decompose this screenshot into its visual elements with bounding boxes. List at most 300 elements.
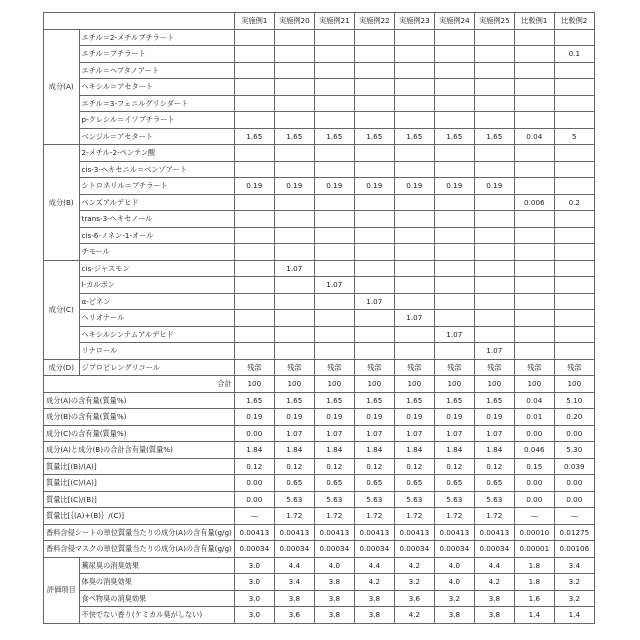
table-cell-value: 0.20 (554, 409, 594, 426)
table-cell-value: 100 (514, 376, 554, 393)
table-cell-value (314, 244, 354, 261)
table-cell-value: 0.19 (234, 409, 274, 426)
table-cell-value (314, 194, 354, 211)
table-cell-value: 1.07 (314, 277, 354, 294)
table-cell-value: 100 (394, 376, 434, 393)
table-cell-value (234, 46, 274, 63)
table-cell-value: 3.8 (474, 607, 514, 624)
table-cell-value (434, 145, 474, 162)
table-cell-value (314, 79, 354, 96)
table-cell-value: 3.8 (354, 607, 394, 624)
table-cell-value (274, 161, 314, 178)
table-cell-value: 1.65 (354, 128, 394, 145)
table-cell-value (434, 277, 474, 294)
table-cell-value: 1.84 (434, 442, 474, 459)
row-label: ジプロピレングリコール (79, 359, 234, 376)
table-cell-value (474, 310, 514, 327)
column-header: 実施例20 (274, 13, 314, 30)
metric-label: 成分(C)の含有量(質量%) (44, 425, 235, 442)
table-cell-value: 0.19 (474, 178, 514, 195)
table-cell-value: 1.07 (394, 310, 434, 327)
row-label: シトロネリル＝ブチラート (79, 178, 234, 195)
table-cell-value (354, 145, 394, 162)
row-label: l-カルボン (79, 277, 234, 294)
row-label: 2-メチル-2-ペンテン酸 (79, 145, 234, 162)
table-cell-value: 残部 (234, 359, 274, 376)
table-cell-value (474, 326, 514, 343)
table-cell-value: 1.84 (354, 442, 394, 459)
table-cell-value: 0.00 (234, 491, 274, 508)
table-cell-value (394, 244, 434, 261)
table-cell-value (434, 79, 474, 96)
table-row (44, 277, 595, 294)
table-cell-value: 4.0 (434, 574, 474, 591)
table-cell-value (234, 194, 274, 211)
table-cell-value: 1.07 (274, 260, 314, 277)
table-cell-value: 0.00106 (554, 541, 594, 558)
table-cell-value (234, 62, 274, 79)
table-cell-value (234, 145, 274, 162)
table-cell-value (314, 310, 354, 327)
table-cell-value (434, 194, 474, 211)
table-cell-value: 0.04 (514, 392, 554, 409)
group-label: 成分(C) (44, 260, 80, 359)
evaluation-row (44, 607, 595, 624)
table-cell-value: 0.65 (314, 475, 354, 492)
evaluation-row (44, 557, 595, 574)
table-row (44, 211, 595, 228)
table-cell-value: 0.00034 (314, 541, 354, 558)
table-cell-value: 5.10 (554, 392, 594, 409)
table-cell-value: 100 (354, 376, 394, 393)
table-cell-value: 残部 (314, 359, 354, 376)
table-cell-value (514, 244, 554, 261)
table-cell-value: 1.65 (394, 392, 434, 409)
table-cell-value (514, 211, 554, 228)
table-cell-value (554, 277, 594, 294)
table-cell-value: 0.65 (394, 475, 434, 492)
column-header: 実施例24 (434, 13, 474, 30)
table-cell-value: — (554, 508, 594, 525)
table-row (44, 194, 595, 211)
table-cell-value (474, 293, 514, 310)
table-cell-value (394, 326, 434, 343)
table-cell-value (434, 227, 474, 244)
table-cell-value: 3.4 (274, 574, 314, 591)
table-cell-value (434, 95, 474, 112)
table-cell-value (514, 326, 554, 343)
table-cell-value: 5.63 (474, 491, 514, 508)
table-cell-value: 0.00413 (394, 524, 434, 541)
metric-label: 成分(A)の含有量(質量%) (44, 392, 235, 409)
table-cell-value (354, 29, 394, 46)
table-cell-value: 0.19 (434, 409, 474, 426)
table-cell-value: 5 (554, 128, 594, 145)
table-cell-value (554, 145, 594, 162)
evaluation-row (44, 574, 595, 591)
metric-row (44, 524, 595, 541)
table-cell-value (274, 79, 314, 96)
table-cell-value (554, 178, 594, 195)
table-cell-value (274, 95, 314, 112)
table-cell-value (354, 244, 394, 261)
table-cell-value: 3.8 (354, 590, 394, 607)
table-cell-value (474, 29, 514, 46)
row-label: ヘリオナール (79, 310, 234, 327)
table-cell-value: 0.19 (274, 178, 314, 195)
table-cell-value: 0.1 (554, 46, 594, 63)
table-cell-value: 5.63 (354, 491, 394, 508)
table-cell-value (434, 211, 474, 228)
table-cell-value: 3.0 (234, 590, 274, 607)
table-cell-value: 1.72 (474, 508, 514, 525)
table-cell-value: 1.4 (554, 607, 594, 624)
table-cell-value: 1.65 (274, 392, 314, 409)
column-header: 実施例1 (234, 13, 274, 30)
table-cell-value: 0.00 (554, 491, 594, 508)
table-cell-value: 0.00034 (394, 541, 434, 558)
table-cell-value (314, 211, 354, 228)
table-cell-value (314, 260, 354, 277)
table-cell-value: 3.8 (314, 607, 354, 624)
table-cell-value: 5.63 (434, 491, 474, 508)
table-cell-value: 1.72 (434, 508, 474, 525)
row-label: ヘキシルシンナムアルデヒド (79, 326, 234, 343)
table-cell-value: 1.65 (434, 392, 474, 409)
table-cell-value: 1.84 (274, 442, 314, 459)
row-label: 体臭の消臭効果 (79, 574, 234, 591)
table-cell-value: 3.2 (554, 590, 594, 607)
table-cell-value (474, 277, 514, 294)
table-cell-value: 0.00034 (234, 541, 274, 558)
table-cell-value (514, 112, 554, 129)
table-cell-value: — (514, 508, 554, 525)
table-cell-value: 3.0 (234, 557, 274, 574)
table-cell-value (434, 343, 474, 360)
table-row (44, 112, 595, 129)
table-cell-value (274, 29, 314, 46)
table-cell-value (314, 112, 354, 129)
table-cell-value (354, 79, 394, 96)
table-cell-value: 残部 (354, 359, 394, 376)
table-cell-value: 1.8 (514, 557, 554, 574)
table-cell-value: 5.63 (314, 491, 354, 508)
table-cell-value (554, 260, 594, 277)
table-cell-value: 1.65 (274, 128, 314, 145)
metric-label: 質量比[(C)/(B)] (44, 491, 235, 508)
table-cell-value: 100 (234, 376, 274, 393)
table-row (44, 161, 595, 178)
table-cell-value: 0.00034 (354, 541, 394, 558)
table-cell-value (354, 343, 394, 360)
table-cell-value (474, 62, 514, 79)
table-cell-value (514, 29, 554, 46)
table-cell-value: 残部 (394, 359, 434, 376)
table-cell-value: 3.8 (274, 590, 314, 607)
table-cell-value (514, 79, 554, 96)
table-cell-value: 4.2 (474, 574, 514, 591)
table-cell-value: 0.12 (434, 458, 474, 475)
table-cell-value: 残部 (554, 359, 594, 376)
table-cell-value: 0.00413 (354, 524, 394, 541)
table-row (44, 79, 595, 96)
table-cell-value: 1.6 (514, 590, 554, 607)
table-cell-value: 0.65 (274, 475, 314, 492)
table-cell-value: 1.07 (354, 293, 394, 310)
table-cell-value: 0.00413 (314, 524, 354, 541)
table-cell-value (434, 161, 474, 178)
table-cell-value: 100 (274, 376, 314, 393)
table-cell-value (234, 244, 274, 261)
table-cell-value (474, 112, 514, 129)
table-cell-value: 1.84 (394, 442, 434, 459)
row-label: 糞尿臭の消臭効果 (79, 557, 234, 574)
table-row (44, 178, 595, 195)
table-cell-value (514, 95, 554, 112)
table-cell-value (394, 112, 434, 129)
table-cell-value (554, 79, 594, 96)
table-cell-value (314, 62, 354, 79)
table-row (44, 260, 595, 277)
table-cell-value (434, 310, 474, 327)
data-table-container (43, 12, 595, 624)
table-cell-value (354, 112, 394, 129)
table-row (44, 62, 595, 79)
table-cell-value (554, 244, 594, 261)
table-cell-value: 1.07 (474, 425, 514, 442)
table-cell-value (434, 62, 474, 79)
table-cell-value (394, 62, 434, 79)
table-cell-value (234, 161, 274, 178)
table-cell-value (354, 46, 394, 63)
metric-label: 質量比[(B)/(A)] (44, 458, 235, 475)
metric-row (44, 458, 595, 475)
table-cell-value: 0.2 (554, 194, 594, 211)
table-cell-value: 3.2 (554, 574, 594, 591)
metric-row (44, 491, 595, 508)
table-cell-value (394, 277, 434, 294)
table-cell-value (434, 260, 474, 277)
table-cell-value (274, 244, 314, 261)
row-label: cis-3-ヘキセニル＝ベンゾアート (79, 161, 234, 178)
table-row (44, 46, 595, 63)
table-row (44, 29, 595, 46)
table-cell-value: 0.19 (394, 409, 434, 426)
table-cell-value (514, 178, 554, 195)
table-row (44, 244, 595, 261)
table-cell-value: 0.15 (514, 458, 554, 475)
table-cell-value (394, 145, 434, 162)
total-row (44, 376, 595, 393)
table-cell-value: 1.72 (354, 508, 394, 525)
table-cell-value: 5.63 (274, 491, 314, 508)
table-cell-value (234, 112, 274, 129)
table-cell-value (314, 293, 354, 310)
column-header: 比較例1 (514, 13, 554, 30)
table-cell-value: 1.65 (394, 128, 434, 145)
table-cell-value (394, 29, 434, 46)
table-cell-value (394, 46, 434, 63)
table-cell-value: 4.4 (354, 557, 394, 574)
row-label: cis-ジャスモン (79, 260, 234, 277)
table-cell-value: 0.12 (474, 458, 514, 475)
table-cell-value: 0.01 (514, 409, 554, 426)
table-cell-value: 100 (554, 376, 594, 393)
table-cell-value (514, 227, 554, 244)
table-cell-value (394, 293, 434, 310)
table-cell-value (234, 310, 274, 327)
metric-label: 香料含侵シートの単位質量当たりの成分(A)の含有量(g/g) (44, 524, 235, 541)
table-cell-value (474, 145, 514, 162)
table-cell-value (354, 277, 394, 294)
table-cell-value: 1.07 (354, 425, 394, 442)
table-cell-value (514, 46, 554, 63)
table-cell-value (274, 310, 314, 327)
table-cell-value (234, 29, 274, 46)
row-label: p-クレシル＝イソブチラート (79, 112, 234, 129)
table-cell-value (554, 62, 594, 79)
metric-row (44, 392, 595, 409)
table-cell-value: 残部 (514, 359, 554, 376)
table-cell-value: 1.07 (314, 425, 354, 442)
table-cell-value (234, 277, 274, 294)
table-cell-value (314, 227, 354, 244)
table-cell-value (234, 260, 274, 277)
table-cell-value (434, 293, 474, 310)
table-cell-value (354, 62, 394, 79)
table-cell-value: 0.19 (354, 178, 394, 195)
table-cell-value: 1.65 (434, 128, 474, 145)
table-cell-value (274, 62, 314, 79)
table-cell-value: 0.65 (474, 475, 514, 492)
table-cell-value: 4.2 (354, 574, 394, 591)
metric-row (44, 409, 595, 426)
metric-label: 香料含侵マスクの単位質量当たりの成分(A)の含有量(g/g) (44, 541, 235, 558)
metric-label: 成分(A)と成分(B)の合計含有量(質量%) (44, 442, 235, 459)
table-cell-value (354, 227, 394, 244)
table-cell-value (314, 145, 354, 162)
table-cell-value (394, 194, 434, 211)
table-cell-value: 100 (314, 376, 354, 393)
column-header: 実施例22 (354, 13, 394, 30)
row-label: 食べ物臭の消臭効果 (79, 590, 234, 607)
table-cell-value (554, 293, 594, 310)
header-row (44, 13, 595, 30)
table-cell-value: 1.84 (314, 442, 354, 459)
table-cell-value (514, 310, 554, 327)
table-cell-value: 3.2 (394, 574, 434, 591)
table-cell-value (314, 161, 354, 178)
table-cell-value (554, 211, 594, 228)
table-cell-value: 3.8 (314, 574, 354, 591)
table-cell-value (554, 29, 594, 46)
table-cell-value: 0.12 (274, 458, 314, 475)
metric-label: 成分(B)の含有量(質量%) (44, 409, 235, 426)
row-label: ベンジル＝アセタート (79, 128, 234, 145)
table-cell-value (354, 260, 394, 277)
table-cell-value (234, 79, 274, 96)
table-cell-value: 0.65 (434, 475, 474, 492)
row-label: エチル＝ブチラート (79, 46, 234, 63)
table-cell-value: 3.8 (434, 607, 474, 624)
table-cell-value: 100 (434, 376, 474, 393)
table-cell-value: 0.00034 (434, 541, 474, 558)
table-cell-value: 残部 (434, 359, 474, 376)
table-cell-value: 0.19 (234, 178, 274, 195)
table-cell-value (234, 293, 274, 310)
header-corner (44, 13, 235, 30)
table-cell-value: 0.19 (474, 409, 514, 426)
table-cell-value: 0.00034 (474, 541, 514, 558)
table-cell-value (274, 343, 314, 360)
row-label: ヘキシル＝アセタート (79, 79, 234, 96)
table-cell-value: 0.12 (234, 458, 274, 475)
table-cell-value: 5.30 (554, 442, 594, 459)
table-cell-value: 0.00001 (514, 541, 554, 558)
row-label: エチル＝ヘプタノアート (79, 62, 234, 79)
table-row (44, 293, 595, 310)
metric-row (44, 541, 595, 558)
table-cell-value (554, 343, 594, 360)
table-cell-value (474, 194, 514, 211)
table-cell-value: 1.65 (354, 392, 394, 409)
table-cell-value: 0.00 (234, 425, 274, 442)
table-cell-value: 1.65 (474, 392, 514, 409)
table-row (44, 95, 595, 112)
table-cell-value (354, 95, 394, 112)
metric-row (44, 425, 595, 442)
table-cell-value (234, 227, 274, 244)
metric-row (44, 508, 595, 525)
results-table (43, 12, 595, 624)
table-cell-value (434, 112, 474, 129)
table-row (44, 128, 595, 145)
table-row (44, 326, 595, 343)
row-label: エチル＝2-メチルブチラート (79, 29, 234, 46)
table-cell-value (234, 95, 274, 112)
table-cell-value (514, 260, 554, 277)
table-cell-value: 0.00 (514, 475, 554, 492)
table-cell-value (314, 46, 354, 63)
evaluation-row (44, 590, 595, 607)
table-cell-value: 0.00010 (514, 524, 554, 541)
total-label: 合計 (44, 376, 235, 393)
table-cell-value (234, 326, 274, 343)
table-cell-value (234, 211, 274, 228)
table-cell-value (474, 260, 514, 277)
table-cell-value (274, 145, 314, 162)
table-cell-value: 3.2 (434, 590, 474, 607)
table-cell-value (274, 211, 314, 228)
table-cell-value: 1.65 (314, 128, 354, 145)
table-cell-value (554, 161, 594, 178)
table-cell-value: 0.12 (314, 458, 354, 475)
table-cell-value (314, 29, 354, 46)
table-cell-value: 0.12 (394, 458, 434, 475)
table-cell-value: 1.65 (314, 392, 354, 409)
table-cell-value (354, 211, 394, 228)
group-label: 成分(A) (44, 29, 80, 145)
table-cell-value: 4.0 (314, 557, 354, 574)
table-cell-value: 4.4 (474, 557, 514, 574)
table-cell-value: 0.00 (554, 475, 594, 492)
table-cell-value: 3.6 (274, 607, 314, 624)
table-cell-value (514, 277, 554, 294)
table-cell-value: 1.07 (434, 326, 474, 343)
table-cell-value: 1.4 (514, 607, 554, 624)
table-cell-value: 3.8 (474, 590, 514, 607)
group-label: 成分(D) (44, 359, 80, 376)
